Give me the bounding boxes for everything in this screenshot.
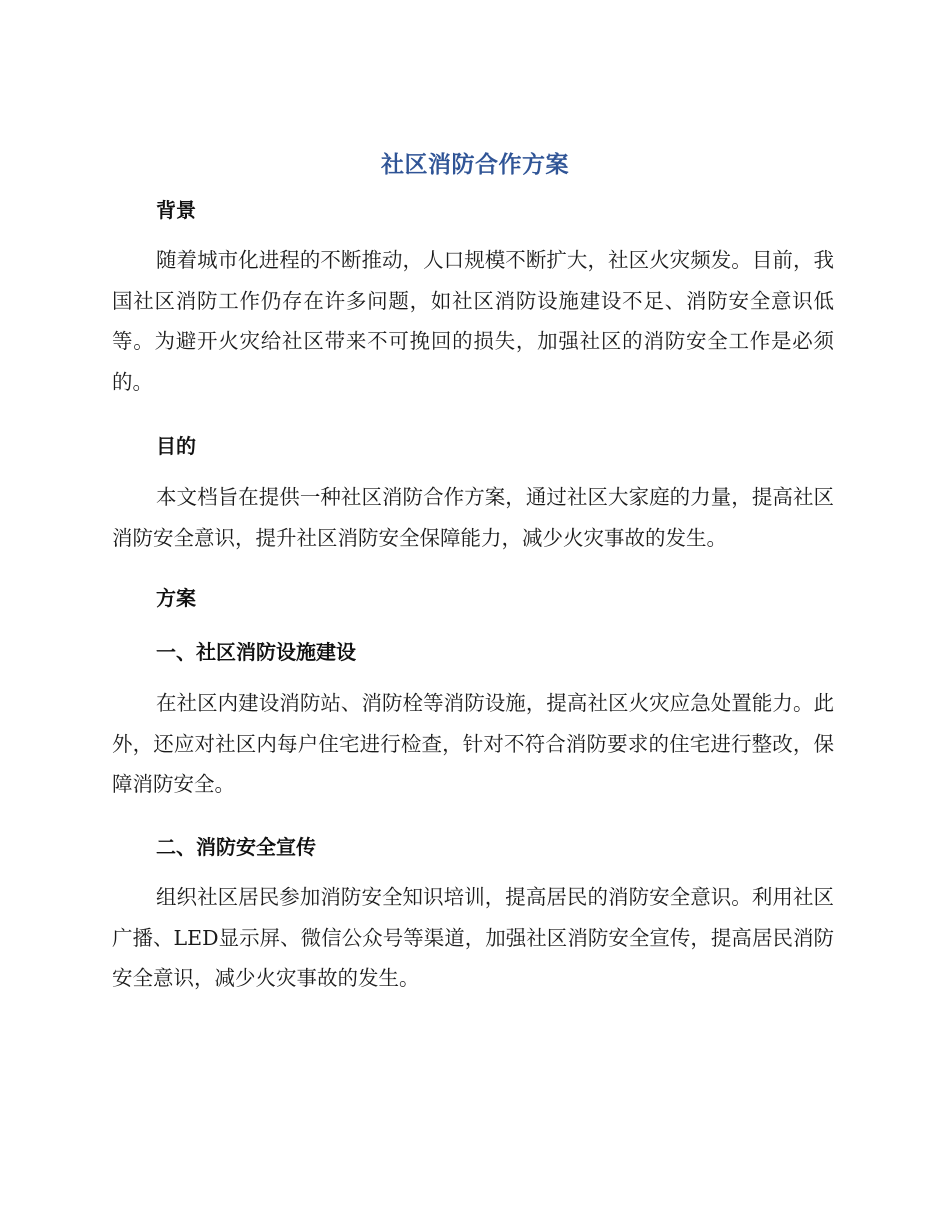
section-heading-facilities: 一、社区消防设施建设 <box>156 640 356 664</box>
section-text-purpose: 本文档旨在提供一种社区消防合作方案，通过社区大家庭的力量，提高社区消防安全意识，提升社区消防安全保障能力，减少火灾事故的发生。 <box>112 485 834 550</box>
section-heading-plan: 方案 <box>156 586 196 610</box>
section-text-publicity: 组织社区居民参加消防安全知识培训，提高居民的消防安全意识。利用社区广播、LED显示屏、微信公众号等渠道，加强社区消防安全宣传，提高居民消防安全意识，减少火灾事故的发生。 <box>112 885 834 990</box>
section-heading-publicity: 二、消防安全宣传 <box>156 835 316 859</box>
section-heading-background: 背景 <box>156 198 196 222</box>
section-heading-purpose: 目的 <box>156 434 196 458</box>
section-text-background: 随着城市化进程的不断推动，人口规模不断扩大，社区火灾频发。目前，我国社区消防工作仍存在许多问题，如社区消防设施建设不足、消防安全意识低等。为避开火灾给社区带来不可挽回的损失，加强社区的消防安全工作是必须的。 <box>112 248 834 394</box>
document-title: 社区消防合作方案 <box>381 152 569 178</box>
section-text-facilities: 在社区内建设消防站、消防栓等消防设施，提高社区火灾应急处置能力。此外，还应对社区内每户住宅进行检查，针对不符合消防要求的住宅进行整改，保障消防安全。 <box>112 691 834 796</box>
